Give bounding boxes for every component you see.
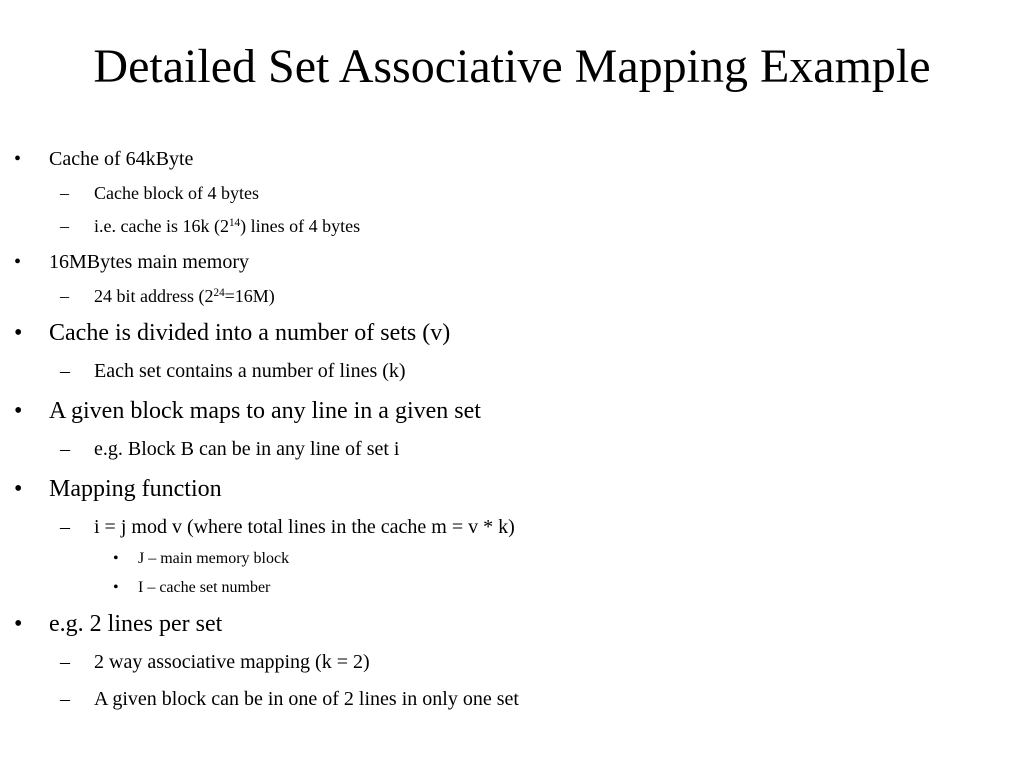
dash-marker: – xyxy=(60,651,70,673)
dash-marker: – xyxy=(60,360,70,382)
text-part: =16M) xyxy=(224,286,275,306)
sub-bullet-one-set: A given block can be in one of 2 lines in only one set xyxy=(94,688,519,710)
bullet-lines-per-set-example: e.g. 2 lines per set xyxy=(49,611,223,637)
bullet-marker: • xyxy=(14,320,23,346)
dash-marker: – xyxy=(60,688,70,710)
slide-title: Detailed Set Associative Mapping Example xyxy=(93,40,931,93)
bullet-block-mapping: A given block maps to any line in a given set xyxy=(49,398,481,424)
bullet-cache-size: Cache of 64kByte xyxy=(49,148,194,170)
bullet-marker: • xyxy=(14,251,22,273)
sub-bullet-lines-per-set: Each set contains a number of lines (k) xyxy=(94,360,406,382)
sub-bullet-cache-lines xyxy=(94,215,360,237)
dash-marker: – xyxy=(60,438,70,460)
dash-marker: – xyxy=(60,516,70,538)
bullet-main-memory: 16MBytes main memory xyxy=(49,251,249,273)
bullet-marker: • xyxy=(113,550,119,567)
text-part: ) lines of 4 bytes xyxy=(240,216,361,236)
sub-bullet-address-bits xyxy=(94,285,275,307)
bullet-marker: • xyxy=(14,398,23,424)
bullet-mapping-function: Mapping function xyxy=(49,476,222,502)
bullet-marker: • xyxy=(14,611,23,637)
sub-bullet-formula: i = j mod v (where total lines in the cache m = v * k) xyxy=(94,516,515,538)
bullet-marker: • xyxy=(14,148,22,170)
bullet-marker: • xyxy=(113,579,119,596)
bullet-sets: Cache is divided into a number of sets (v) xyxy=(49,320,451,346)
sub-bullet-two-way: 2 way associative mapping (k = 2) xyxy=(94,651,370,673)
sub-bullet-block-size: Cache block of 4 bytes xyxy=(94,183,259,203)
superscript: 24 xyxy=(213,286,225,299)
bullet-marker: • xyxy=(14,476,23,502)
sub-sub-bullet-i: I – cache set number xyxy=(138,579,271,596)
text-part: i.e. cache is 16k (2 xyxy=(94,216,229,236)
dash-marker: – xyxy=(60,216,69,236)
dash-marker: – xyxy=(60,286,69,306)
sub-bullet-block-example: e.g. Block B can be in any line of set i xyxy=(94,438,400,460)
sub-sub-bullet-j: J – main memory block xyxy=(138,550,290,567)
text-part: 24 bit address (2 xyxy=(94,286,214,306)
superscript: 14 xyxy=(228,216,241,229)
dash-marker: – xyxy=(60,183,69,203)
